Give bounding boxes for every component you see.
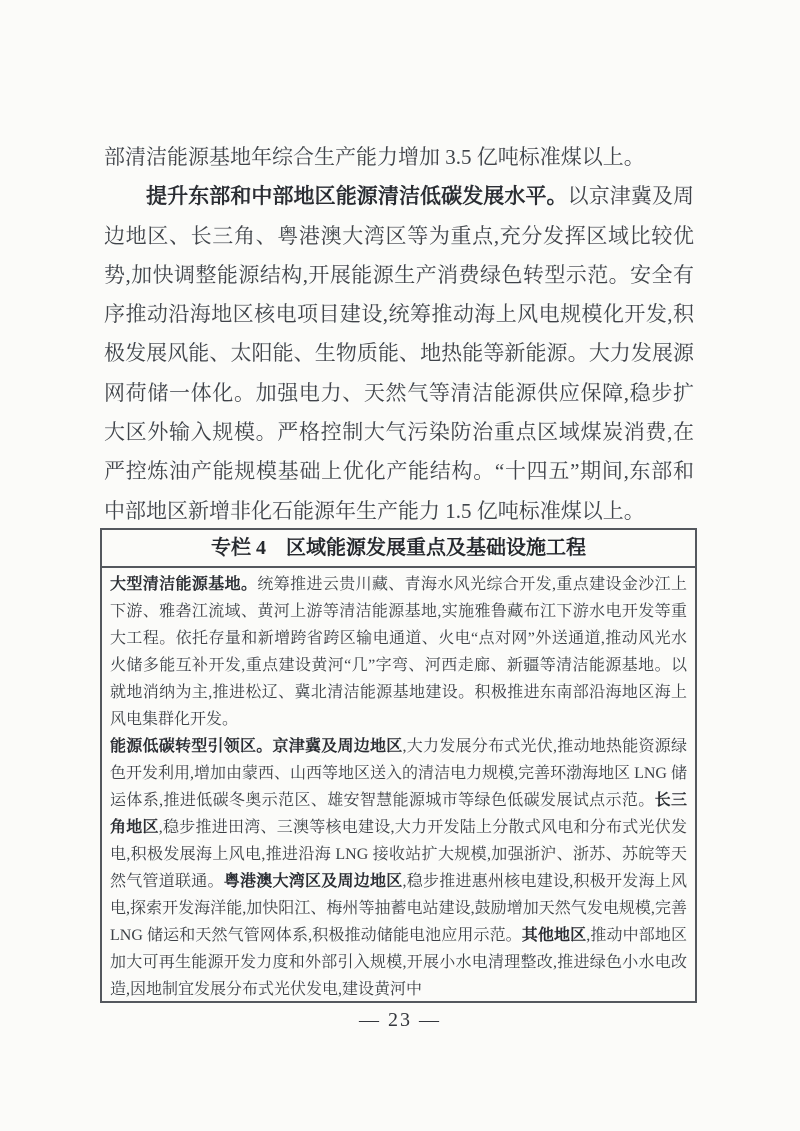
text-run: 部清洁能源基地年综合生产能力增加 3.5 亿吨标准煤以上。 — [104, 145, 645, 169]
column-box-content — [102, 568, 695, 1003]
paragraph — [110, 733, 687, 1003]
page-number: — 23 — — [359, 1009, 441, 1031]
paragraph — [104, 177, 694, 531]
bold-text-run: 粤港澳大湾区及周边地区 — [223, 873, 403, 890]
text-run: ,大力发展分布式光伏,推动地热能资源绿色开发利用,增加由蒙西、山西等地区送入的清洁电力规模,完善环渤海地区 LNG 储运体系,推进低碳冬奥示范区、雄安智慧能源城市等绿色低碳发展试点示范。 — [110, 738, 687, 809]
column-4-box — [100, 528, 697, 1003]
paragraph — [104, 138, 694, 177]
bold-text-run: 长三角地区 — [110, 792, 687, 836]
text-run: ,稳步推进惠州核电建设,积极开发海上风电,探索开发海洋能,加快阳江、梅州等抽蓄电站建设,鼓励增加天然气发电规模,完善 LNG 储运和天然气管网体系,积极推动储能电池应用示范。 — [110, 873, 687, 944]
body-text-block — [104, 138, 694, 531]
column-box-title: 专栏 4 区域能源发展重点及基础设施工程 — [102, 530, 695, 568]
bold-text-run: 能源低碳转型引领区。京津冀及周边地区 — [110, 738, 403, 755]
bold-text-run: 其他地区 — [521, 927, 587, 944]
text-run: ,稳步推进田湾、三澳等核电建设,大力开发陆上分散式风电和分布式光伏发电,积极发展海上风电,推进沿海 LNG 接收站扩大规模,加强浙沪、浙苏、苏皖等天然气管道联通。 — [110, 819, 687, 890]
bold-text-run: 大型清洁能源基地。 — [110, 576, 258, 593]
text-run: ,推动中部地区加大可再生能源开发力度和外部引入规模,开展小水电清理整改,推进绿色小水电改造,因地制宜发展分布式光伏发电,建设黄河中 — [110, 927, 687, 998]
text-run: 以京津冀及周边地区、长三角、粤港澳大湾区等为重点,充分发挥区域比较优势,加快调整能源结构,开展能源生产消费绿色转型示范。安全有序推动沿海地区核电项目建设,统筹推动海上风电规模化开发,积极发展风能、太阳能、生物质能、地热能等新能源。大力发展源网荷储一体化。加强电力、天然气等清洁能源供应保障,稳步扩大区外输入规模。严格控制大气污染防治重点区域煤炭消费,在严控炼油产能规模基础上优化产能结构。“十四五”期间,东部和中部地区新增非化石能源年生产能力 1.5 亿吨标准煤以上。 — [104, 184, 695, 523]
paragraph — [110, 571, 687, 733]
text-run: 统筹推进云贵川藏、青海水风光综合开发,重点建设金沙江上下游、雅砻江流域、黄河上游等清洁能源基地,实施雅鲁藏布江下游水电开发等重大工程。依托存量和新增跨省跨区输电通道、火电“点对网”外送通道,推动风光水火储多能互补开发,重点建设黄河“几”字弯、河西走廊、新疆等清洁能源基地。以就地消纳为主,推进松辽、冀北清洁能源基地建设。积极推进东南部沿海地区海上风电集群化开发。 — [110, 576, 687, 728]
bold-text-run: 提升东部和中部地区能源清洁低碳发展水平。 — [146, 184, 568, 209]
